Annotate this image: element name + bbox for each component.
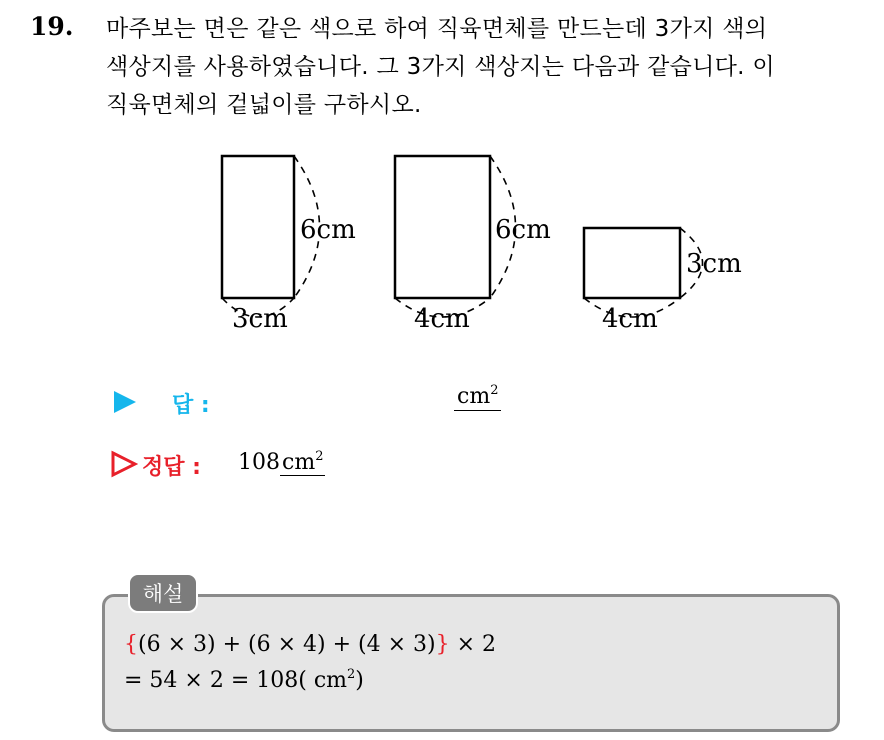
answer-label: 답 : xyxy=(172,393,210,418)
question-line: 색상지를 사용하였습니다. 그 3가지 색상지는 다음과 같습니다. 이 xyxy=(106,54,775,80)
figure-rectangle-1 xyxy=(222,156,356,334)
height-label: 6cm xyxy=(495,215,551,245)
figure-rectangle-3 xyxy=(584,228,742,334)
open-brace: { xyxy=(124,632,138,657)
correct-number: 108 xyxy=(238,450,280,475)
triangle-outline-icon xyxy=(110,450,138,478)
height-label: 6cm xyxy=(300,215,356,245)
solution-result: = 54 × 2 = 108( cm xyxy=(124,668,348,693)
width-label: 4cm xyxy=(602,304,658,334)
triangle-filled-icon xyxy=(112,389,138,415)
solution-line-2 xyxy=(124,668,364,693)
answer-unit: cm xyxy=(457,384,491,409)
close-brace: } xyxy=(435,632,450,657)
correct-unit: cm xyxy=(282,450,316,475)
solution-box xyxy=(102,594,840,732)
correct-answer-value xyxy=(238,450,325,475)
correct-unit-exponent: 2 xyxy=(315,449,324,464)
height-label: 3cm xyxy=(686,249,742,279)
solution-expression: (6 × 3) + (6 × 4) + (4 × 3) xyxy=(138,632,436,657)
width-label: 3cm xyxy=(232,304,288,334)
solution-close-paren: ) xyxy=(355,668,364,693)
question-number: 19. xyxy=(30,12,74,41)
solution-line-1 xyxy=(124,632,496,657)
question-line: 직육면체의 겉넓이를 구하시오. xyxy=(106,92,422,118)
solution-tab: 해설 xyxy=(128,573,198,613)
correct-answer-label: 정답 : xyxy=(142,455,201,480)
answer-unit-exponent: 2 xyxy=(490,383,499,398)
solution-multiplier: × 2 xyxy=(449,632,497,657)
answer-blank[interactable] xyxy=(454,384,501,411)
width-label: 4cm xyxy=(414,304,470,334)
correct-unit-group xyxy=(280,450,325,476)
rectangle-figures xyxy=(0,0,884,360)
figure-rectangle-2 xyxy=(395,156,551,334)
question-line: 마주보는 면은 같은 색으로 하여 직육면체를 만드는데 3가지 색의 xyxy=(106,16,768,42)
solution-unit-exponent: 2 xyxy=(347,667,356,682)
